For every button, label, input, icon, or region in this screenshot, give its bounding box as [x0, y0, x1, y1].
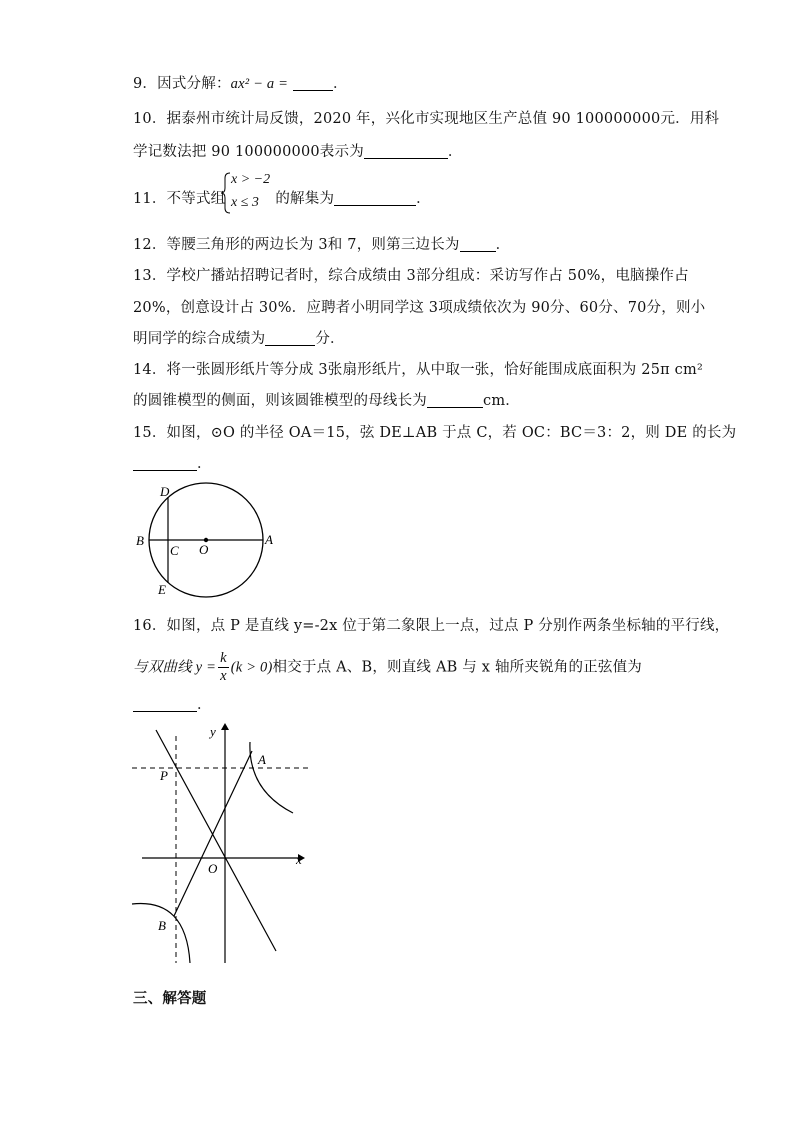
- question-10-line2: [133, 140, 463, 161]
- question-16-line3: [133, 693, 212, 714]
- brace-icon: [221, 172, 231, 214]
- label-c: C: [170, 543, 179, 558]
- label-x: x: [296, 852, 302, 867]
- q11-post: 的解集为: [275, 191, 335, 207]
- label-b: B: [136, 533, 144, 548]
- question-13-line3: [133, 327, 345, 348]
- q16-end: ．: [197, 697, 212, 713]
- circle-figure: [128, 476, 288, 600]
- label-y: y: [210, 724, 216, 739]
- inequality-2: x ≤ 3: [231, 195, 259, 210]
- q9-expression: ax² − a =: [230, 76, 289, 92]
- hyperbola-branch-2: [132, 903, 190, 963]
- answer-blank: [133, 455, 197, 471]
- q10-text: 学记数法把 90 100000000表示为: [133, 144, 364, 160]
- line-ab: [174, 751, 252, 916]
- label-b: B: [158, 918, 166, 933]
- question-14-line2: [133, 389, 520, 410]
- question-15-line1: 15．如图，⊙O 的半径 OA＝15，弦 DE⊥AB 于点 C，若 OC：BC＝3：2，则 DE 的长为: [133, 425, 737, 441]
- label-o: O: [199, 542, 209, 557]
- question-13-line1: 13．学校广播站招聘记者时，综合成绩由 3部分组成：采访写作占 50%，电脑操作占: [133, 268, 689, 284]
- coordinate-figure: [128, 718, 310, 968]
- answer-blank: [265, 330, 315, 346]
- q15-end: ．: [197, 456, 212, 472]
- answer-blank: [364, 143, 448, 159]
- label-d: D: [160, 484, 170, 499]
- label-a: A: [258, 752, 266, 767]
- question-11: [133, 187, 431, 208]
- label-o: O: [208, 861, 218, 876]
- label-a: A: [265, 532, 273, 547]
- q12-end: ．: [495, 237, 511, 253]
- answer-blank: [293, 75, 333, 91]
- label-e: E: [158, 582, 166, 597]
- question-15-line2: [133, 452, 212, 473]
- answer-blank: [427, 392, 483, 408]
- question-10-line1: 10．据泰州市统计局反馈，2020 年，兴化市实现地区生产总值 90 100000000元．用科: [133, 111, 720, 127]
- question-9: [133, 72, 348, 93]
- answer-blank: [133, 696, 197, 712]
- q16-text: 相交于点 A、B，则直线 AB 与 x 轴所夹锐角的正弦值为: [272, 659, 642, 676]
- question-13-line2: 20%，创意设计占 30%．应聘者小明同学这 3项成绩依次为 90分、60分、70分，则小: [133, 300, 706, 316]
- q13-text: 明同学的综合成绩为: [133, 331, 266, 347]
- q9-text: 因式分解：: [157, 76, 231, 92]
- fraction-denominator: x: [220, 668, 227, 684]
- q10-end: ．: [447, 144, 463, 160]
- label-p: P: [160, 768, 168, 783]
- q11-pre: 11．不等式组: [133, 191, 226, 207]
- question-14-line1: 14．将一张圆形纸片等分成 3张扇形纸片，从中取一张，恰好能围成底面积为 25π cm²: [133, 362, 703, 378]
- question-12: [133, 233, 510, 254]
- hyperbola-branch-1: [250, 742, 293, 813]
- section-title: 三、解答题: [133, 990, 207, 1007]
- q13-end: 分．: [315, 331, 345, 347]
- fraction: [218, 650, 229, 685]
- y-arrow-icon: [221, 723, 229, 730]
- q14-end: cm．: [483, 393, 520, 409]
- q9-number: 9．: [133, 76, 158, 92]
- q12-text: 12．等腰三角形的两边长为 3和 7，则第三边长为: [133, 237, 460, 253]
- question-16-line2: [133, 650, 642, 685]
- inequality-1: x > −2: [231, 172, 271, 187]
- q16-condition: (k > 0): [230, 659, 273, 676]
- q14-text: 的圆锥模型的侧面，则该圆锥模型的母线长为: [133, 393, 427, 409]
- answer-blank: [460, 236, 496, 252]
- question-16-line1: 16．如图，点 P 是直线 y=-2x 位于第二象限上一点，过点 P 分别作两条坐标轴的平行线，: [133, 618, 730, 634]
- answer-blank: [334, 190, 416, 206]
- q11-end: ．: [416, 191, 431, 207]
- fraction-numerator: k: [220, 650, 227, 666]
- q16-func: 与双曲线 y =: [133, 659, 217, 676]
- q9-end: ．: [332, 76, 348, 92]
